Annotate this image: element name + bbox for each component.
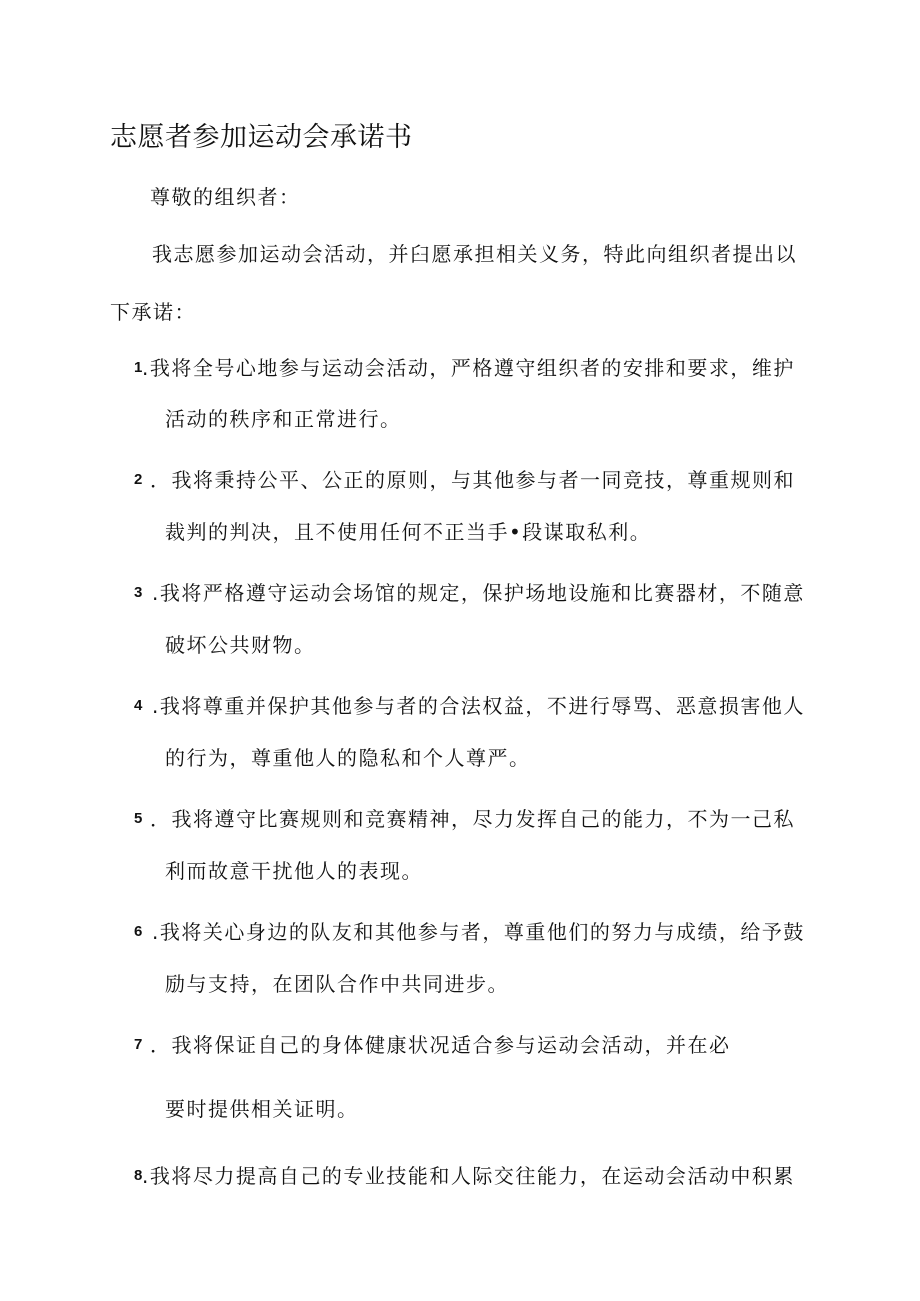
item-1-line-1: .我将全号心地参与运动会活动，严格遵守组织者的安排和要求，维护 bbox=[142, 356, 795, 380]
item-number: 7 bbox=[134, 1036, 143, 1053]
item-number: 6 bbox=[134, 923, 143, 940]
item-number: 8 bbox=[134, 1167, 143, 1184]
item-3-line-1: .我将严格遵守运动会场馆的规定，保护场地设施和比赛器材，不随意 bbox=[152, 581, 805, 605]
item-8-line-1: .我将尽力提高自己的专业技能和人际交往能力，在运动会活动中积累 bbox=[142, 1164, 795, 1188]
item-7-line-2: 要时提供相关证明。 bbox=[165, 1097, 359, 1121]
document-title: 志愿者参加运动会承诺书 bbox=[110, 122, 413, 153]
item-number: 2 bbox=[134, 471, 143, 488]
item-6-line-1: .我将关心身边的队友和其他参与者，尊重他们的努力与成绩，给予鼓 bbox=[152, 920, 805, 944]
item-number: 3 bbox=[134, 584, 143, 601]
item-4-line-1: .我将尊重并保护其他参与者的合法权益，不进行辱骂、恶意损害他人 bbox=[152, 694, 805, 718]
item-number: 4 bbox=[134, 697, 143, 714]
salutation: 尊敬的组织者： bbox=[150, 185, 301, 209]
intro-line-1: 我志愿参加运动会活动，并臼愿承担相关义务，特此向组织者提出以 bbox=[152, 242, 797, 266]
item-7-line-1: ．我将保证自己的身体健康状况适合参与运动会活动，并在必 bbox=[150, 1033, 731, 1057]
item-number: 5 bbox=[134, 810, 143, 827]
item-4-line-2: 的行为，尊重他人的隐私和个人尊严。 bbox=[165, 746, 531, 770]
item-1-line-2: 活动的秩序和正常进行。 bbox=[165, 407, 402, 431]
item-5-line-2: 利而故意干扰他人的表现。 bbox=[165, 859, 423, 883]
item-5-line-1: ．我将遵守比赛规则和竞赛精神，尽力发挥自己的能力，不为一己私 bbox=[150, 807, 795, 831]
item-6-line-2: 励与支持，在团队合作中共同进步。 bbox=[165, 972, 509, 996]
item-2-line-1: ．我将秉持公平、公正的原则，与其他参与者一同竞技，尊重规则和 bbox=[150, 468, 795, 492]
intro-line-2: 下承诺： bbox=[110, 300, 196, 324]
item-number: 1 bbox=[134, 359, 143, 376]
item-3-line-2: 破坏公共财物。 bbox=[165, 633, 316, 657]
item-2-line-2: 裁判的判决，且不使用任何不正当手•段谋取私利。 bbox=[165, 520, 652, 544]
